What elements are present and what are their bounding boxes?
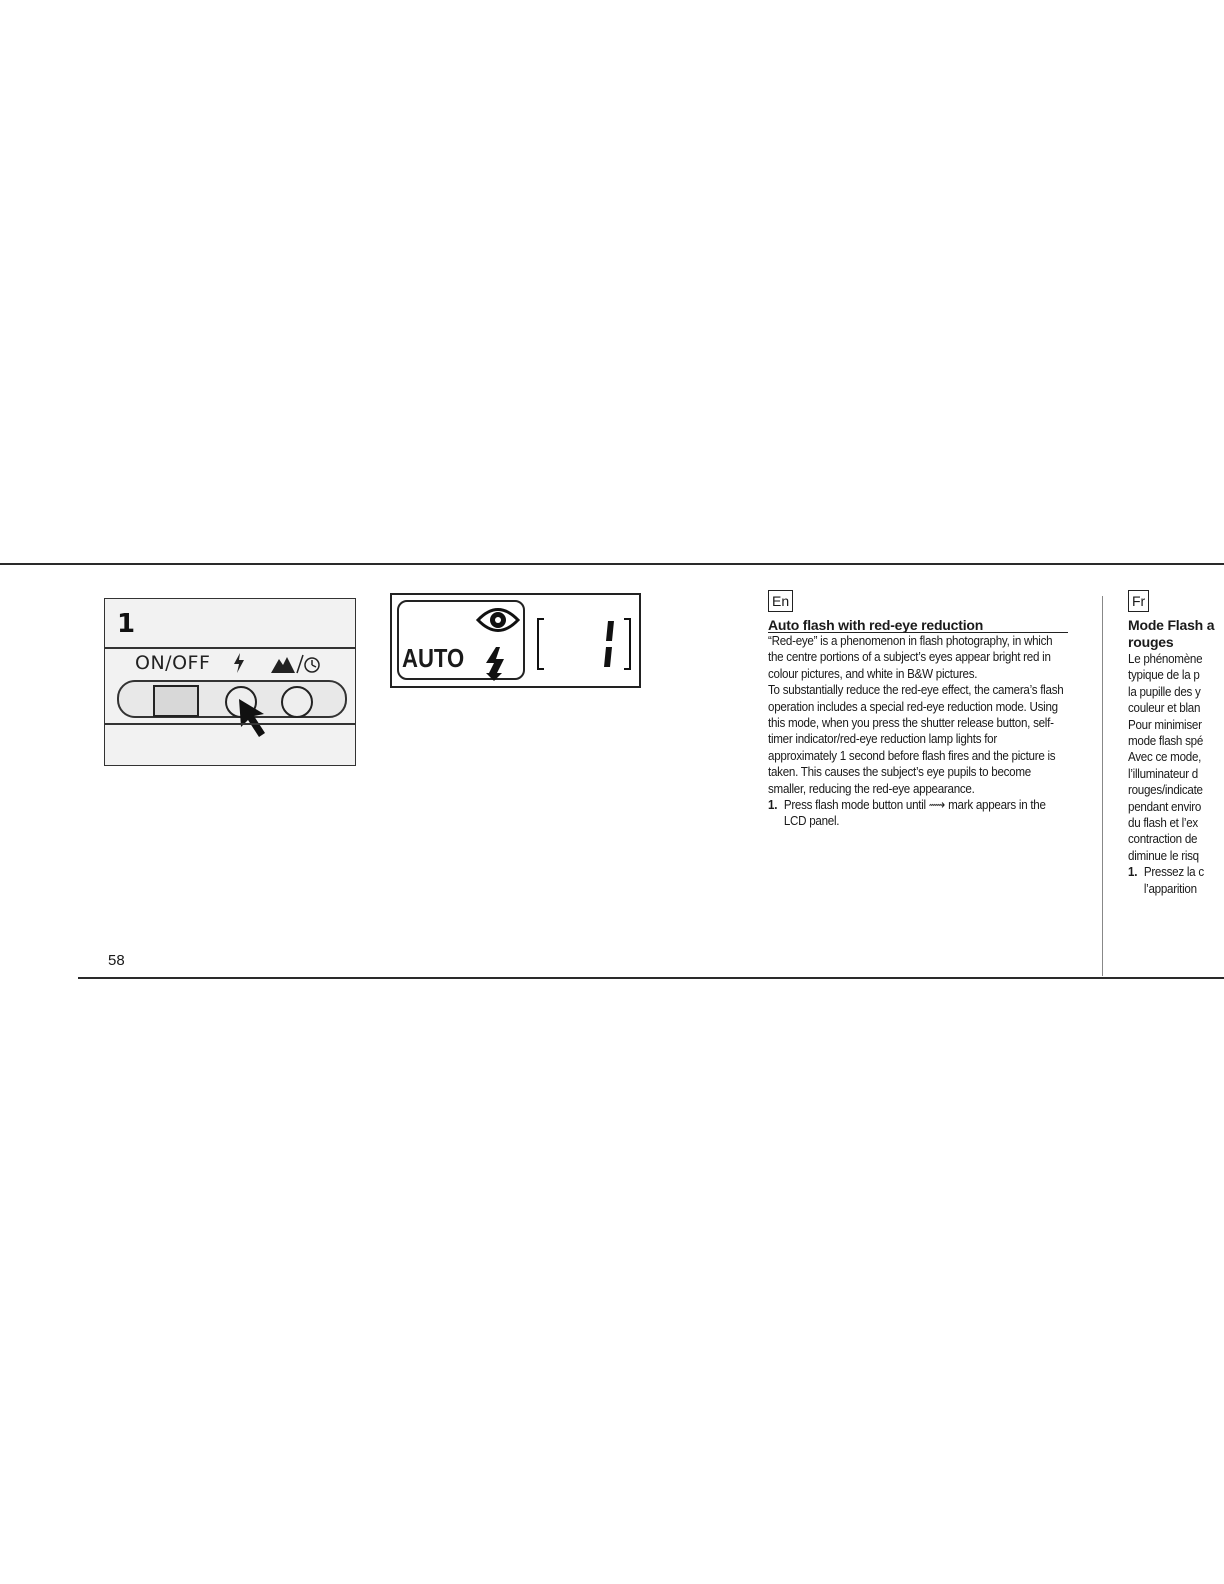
text-line: diminue le risq <box>1128 847 1199 863</box>
step-text: Press flash mode button until ⟿ mark appears in the LCD panel. <box>783 797 1046 829</box>
text-line: couleur et blan <box>1128 700 1201 716</box>
step-item <box>768 797 1067 830</box>
paragraph: To substantially reduce the red-eye effect, the camera’s flash operation includes a special red-eye reduction mode. Using this mode, when you press the shutter release button, self-timer indicator/red-eye reduction lamp lights for approximately 1 second before flash fires and the picture is taken. This causes the subject’s eye pupils to become smaller, reducing the red-eye appearance. <box>768 682 1064 796</box>
section-heading: Auto flash with red-eye reduction <box>768 617 984 633</box>
paragraph: “Red-eye” is a phenomenon in flash photography, in which the centre portions of a subject’s eyes appear bright red in colour pictures, and white in B&W pictures. <box>768 633 1053 681</box>
text-line: la pupille des y <box>1128 683 1201 699</box>
figure-camera-buttons <box>104 598 356 766</box>
page-number: 58 <box>108 952 125 969</box>
step-text: Pressez la c <box>1143 864 1204 880</box>
onoff-button[interactable] <box>153 685 199 717</box>
flash-icon <box>232 653 246 678</box>
step-item <box>1128 864 1224 880</box>
auto-indicator: AUTO <box>402 643 465 673</box>
text-line: pendant enviro <box>1128 798 1202 814</box>
drive-mode-button[interactable] <box>281 686 313 718</box>
heading-line: Mode Flash a <box>1128 617 1215 633</box>
arrow-cursor-icon <box>237 697 273 746</box>
frame-counter <box>536 615 632 673</box>
text-line: contraction de <box>1128 831 1198 847</box>
figure-number: 1 <box>117 609 136 639</box>
french-column <box>1128 590 1224 950</box>
heading-line: rouges <box>1128 634 1174 650</box>
flash-icon <box>484 647 506 686</box>
onoff-label: ON/OFF <box>135 652 211 674</box>
section-heading <box>1128 617 1224 651</box>
step-number: 1. <box>768 797 778 813</box>
step-continuation: l’apparition <box>1143 880 1197 896</box>
strip-divider <box>105 647 355 649</box>
text-line: mode flash spé <box>1128 733 1204 749</box>
strip-divider <box>105 723 355 725</box>
top-page-rule <box>0 563 1224 565</box>
text-line: typique de la p <box>1128 667 1200 683</box>
english-column <box>768 590 1068 830</box>
text-line: Le phénomène <box>1128 651 1203 666</box>
language-tag-fr: Fr <box>1128 590 1149 612</box>
bottom-page-rule <box>78 977 1224 979</box>
eye-icon <box>476 603 520 642</box>
figure-lcd-panel <box>390 593 641 688</box>
language-tag-en: En <box>768 590 793 612</box>
landscape-selftimer-icon <box>269 653 321 680</box>
column-divider <box>1102 596 1103 976</box>
body-text <box>1128 651 1224 897</box>
text-line: rouges/indicate <box>1128 782 1203 798</box>
text-line: du flash et l’ex <box>1128 815 1198 831</box>
text-line: Avec ce mode, <box>1128 749 1202 765</box>
body-text <box>768 633 1067 830</box>
text-line: Pour minimiser <box>1128 716 1202 732</box>
text-line: l’illuminateur d <box>1128 765 1198 781</box>
step-number: 1. <box>1128 864 1138 880</box>
